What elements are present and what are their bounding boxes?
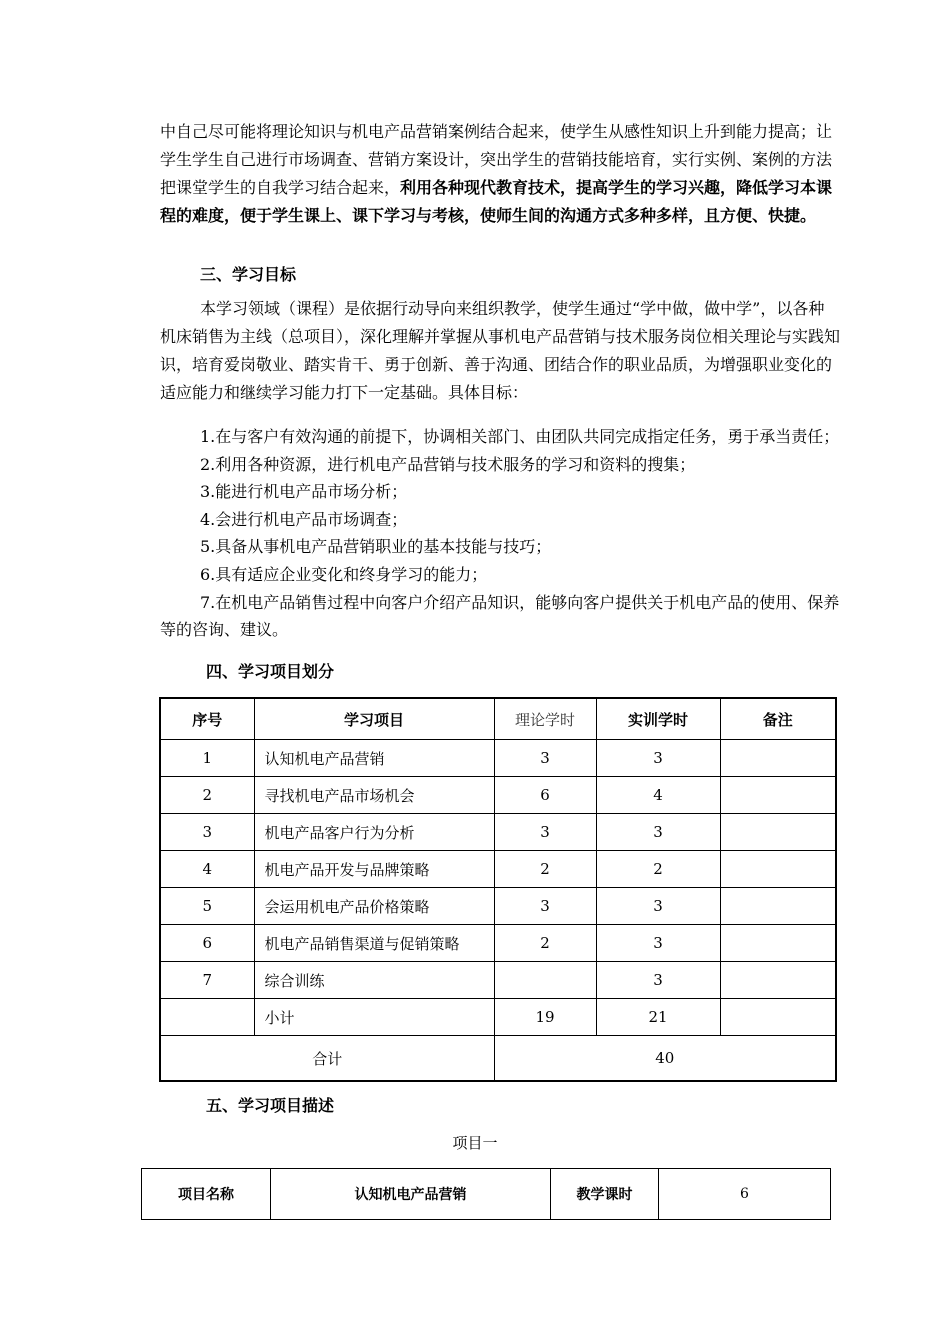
cell-project: 机电产品销售渠道与促销策略 — [254, 925, 494, 962]
intro-bold-text: 利用各种现代教育技术，提高学生的学习兴趣，降低学习本课程的难度，便于学生课上、课下学习与考核，使师生间的沟通方式多种多样，且方便、快捷。 — [160, 178, 833, 225]
cell-project: 认知机电产品营销 — [254, 740, 494, 777]
cell-remarks — [720, 851, 836, 888]
project-caption: 项目一 — [452, 1134, 498, 1152]
cell-remarks — [720, 962, 836, 999]
cell-number: 1 — [160, 740, 254, 777]
table-row — [160, 962, 836, 999]
cell-empty — [160, 999, 254, 1036]
subtotal-theory: 19 — [494, 999, 596, 1036]
cell-number: 4 — [160, 851, 254, 888]
table-row — [160, 740, 836, 777]
cell-number: 2 — [160, 777, 254, 814]
project-info-table — [141, 1168, 831, 1220]
table-row — [160, 888, 836, 925]
cell-remarks — [720, 888, 836, 925]
goals-paragraph: 本学习领域（课程）是依据行动导向来组织教学，使学生通过“学中做，做中学”，以各种机床销售为主线（总项目），深化理解并掌握从事机电产品营销与技术服务岗位相关理论与实践知识，培育爱岗敬业、踏实肯干、勇于创新、善于沟通、团结合作的职业品质，为增强职业变化的适应能力和继续学习能力打下一定基础。具体目标： — [160, 299, 841, 402]
total-value: 40 — [494, 1036, 836, 1082]
cell-theory: 3 — [494, 740, 596, 777]
cell-project: 会运用机电产品价格策略 — [254, 888, 494, 925]
cell-practice: 3 — [596, 888, 720, 925]
cell-project: 寻找机电产品市场机会 — [254, 777, 494, 814]
project-name-value: 认知机电产品营销 — [271, 1169, 551, 1220]
subtotal-label: 小计 — [254, 999, 494, 1036]
cell-theory: 2 — [494, 851, 596, 888]
table-row — [160, 814, 836, 851]
header-remarks: 备注 — [720, 698, 836, 740]
cell-practice: 4 — [596, 777, 720, 814]
cell-theory: 3 — [494, 814, 596, 851]
cell-practice: 3 — [596, 962, 720, 999]
subtotal-row — [160, 999, 836, 1036]
cell-remarks — [720, 999, 836, 1036]
cell-project: 综合训练 — [254, 962, 494, 999]
goals-list — [160, 423, 840, 644]
teaching-hours-value: 6 — [659, 1169, 831, 1220]
subtotal-practice: 21 — [596, 999, 720, 1036]
intro-normal-text: 中自己尽可能将理论知识与机电产品营销案例结合起来，使学生从感性知识上升到能力提高；让学生学生自己进行市场调查、营销方案设计，突出学生的营销技能培育，实行实例、案例的方法把课堂学生的自我学习结合起来， — [160, 122, 833, 197]
cell-project: 机电产品开发与品牌策略 — [254, 851, 494, 888]
header-practice-hours: 实训学时 — [596, 698, 720, 740]
cell-theory: 6 — [494, 777, 596, 814]
cell-number: 5 — [160, 888, 254, 925]
goal-item: 7.在机电产品销售过程中向客户介绍产品知识，能够向客户提供关于机电产品的使用、保养等的咨询、建议。 — [160, 592, 840, 640]
cell-project: 机电产品客户行为分析 — [254, 814, 494, 851]
cell-number: 7 — [160, 962, 254, 999]
cell-theory — [494, 962, 596, 999]
cell-practice: 3 — [596, 925, 720, 962]
section-heading-division: 四、学习项目划分 — [206, 662, 335, 681]
cell-remarks — [720, 740, 836, 777]
total-label: 合计 — [160, 1036, 494, 1082]
cell-number: 3 — [160, 814, 254, 851]
total-row — [160, 1036, 836, 1082]
goal-item: 6.具有适应企业变化和终身学习的能力； — [200, 564, 488, 584]
table-row — [160, 777, 836, 814]
header-number: 序号 — [160, 698, 254, 740]
intro-paragraph — [160, 118, 840, 230]
goal-item: 1.在与客户有效沟通的前提下，协调相关部门、由团队共同完成指定任务，勇于承当责任； — [200, 427, 840, 446]
goal-item: 5.具备从事机电产品营销职业的基本技能与技巧； — [200, 537, 552, 557]
table-row — [160, 851, 836, 888]
project-division-table — [159, 697, 837, 1082]
cell-remarks — [720, 814, 836, 851]
goal-item: 3.能进行机电产品市场分析； — [200, 482, 408, 502]
header-theory-hours: 理论学时 — [494, 698, 596, 740]
goal-item: 4.会进行机电产品市场调查； — [200, 509, 408, 529]
goal-item: 2.利用各种资源，进行机电产品营销与技术服务的学习和资料的搜集； — [200, 454, 696, 474]
cell-practice: 3 — [596, 814, 720, 851]
cell-remarks — [720, 925, 836, 962]
section-heading-description: 五、学习项目描述 — [206, 1096, 335, 1115]
project-info-row — [142, 1169, 831, 1220]
section-heading-goals: 三、学习目标 — [200, 265, 297, 284]
cell-theory: 3 — [494, 888, 596, 925]
cell-remarks — [720, 777, 836, 814]
table-row — [160, 925, 836, 962]
cell-practice: 2 — [596, 851, 720, 888]
table-header-row — [160, 698, 836, 740]
teaching-hours-label: 教学课时 — [551, 1169, 659, 1220]
header-project: 学习项目 — [254, 698, 494, 740]
cell-theory: 2 — [494, 925, 596, 962]
cell-number: 6 — [160, 925, 254, 962]
cell-practice: 3 — [596, 740, 720, 777]
project-name-label: 项目名称 — [142, 1169, 271, 1220]
